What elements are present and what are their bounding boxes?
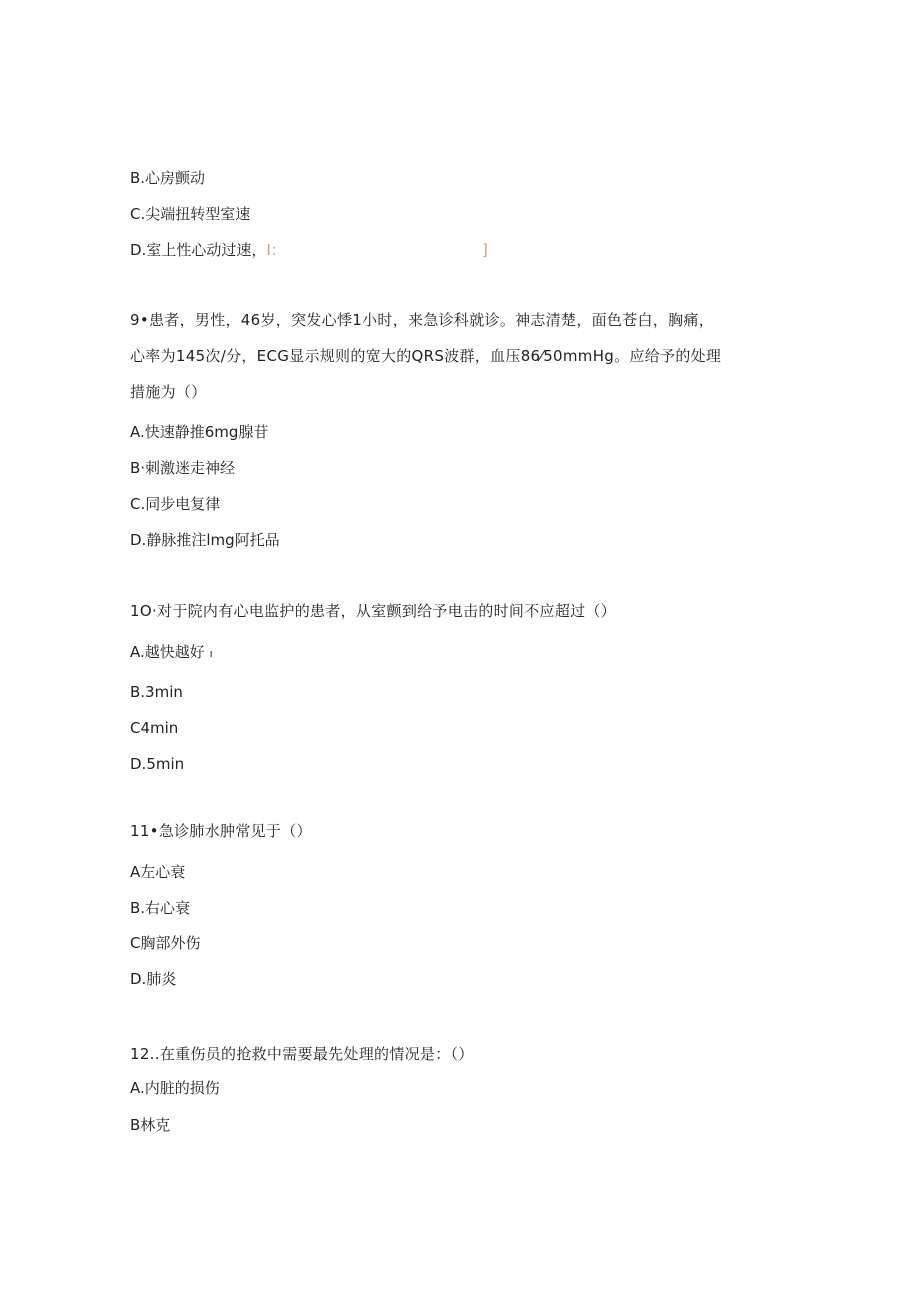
q11-option-a: A左心衰 xyxy=(130,863,186,881)
q9-option-c: C.同步电复律 xyxy=(130,495,221,513)
q11-option-b: B.右心衰 xyxy=(130,899,191,917)
q11-option-d: D.肺炎 xyxy=(130,970,177,988)
q10-stem: 1O·对于院内有心电监护的患者，从室颤到给予电击的时间不应超过（） xyxy=(130,602,617,620)
q8-option-b: B.心房颤动 xyxy=(130,169,206,187)
q9-option-b: B·刺激迷走神经 xyxy=(130,459,236,477)
q11-stem: 11•急诊肺水肿常见于（） xyxy=(130,822,312,840)
q10-option-b: B.3min xyxy=(130,683,183,701)
q9-option-a: A.快速静推6mg腺苷 xyxy=(130,423,269,441)
q12-stem: 12..在重伤员的抢救中需要最先处理的情况是：（） xyxy=(130,1045,474,1063)
q8-option-d: D.室上性心动过速， xyxy=(130,241,267,259)
q10-option-a-mark: ı xyxy=(209,647,213,660)
q10-option-c: C4min xyxy=(130,719,179,737)
q9-stem-line-2: 心率为145次/分，ECG显示规则的宽大的QRS波群，血压86⁄50mmHg。应给予的处理 xyxy=(130,347,722,365)
q12-option-a: A.内脏的损伤 xyxy=(130,1079,220,1097)
q9-stem-line-1: 9•患者，男性，46岁，突发心悸1小时，来急诊科就诊。神志清楚，面色苍白，胸痛， xyxy=(130,311,715,329)
q8-option-d-mark2: ] xyxy=(482,241,488,259)
q12-option-b: B林克 xyxy=(130,1116,171,1134)
q10-option-a-row xyxy=(130,642,213,664)
q11-option-c: C胸部外伤 xyxy=(130,934,201,952)
q8-option-d-row xyxy=(130,240,488,260)
q8-option-d-mark1: I： xyxy=(266,241,286,259)
q10-option-a: A.越快越好 xyxy=(130,643,205,661)
q8-option-c: C.尖端扭转型室速 xyxy=(130,205,251,223)
q10-option-d: D.5min xyxy=(130,755,185,773)
q9-stem-line-3: 措施为（） xyxy=(130,383,207,401)
q9-option-d: D.静脉推注lmg阿托品 xyxy=(130,531,280,549)
